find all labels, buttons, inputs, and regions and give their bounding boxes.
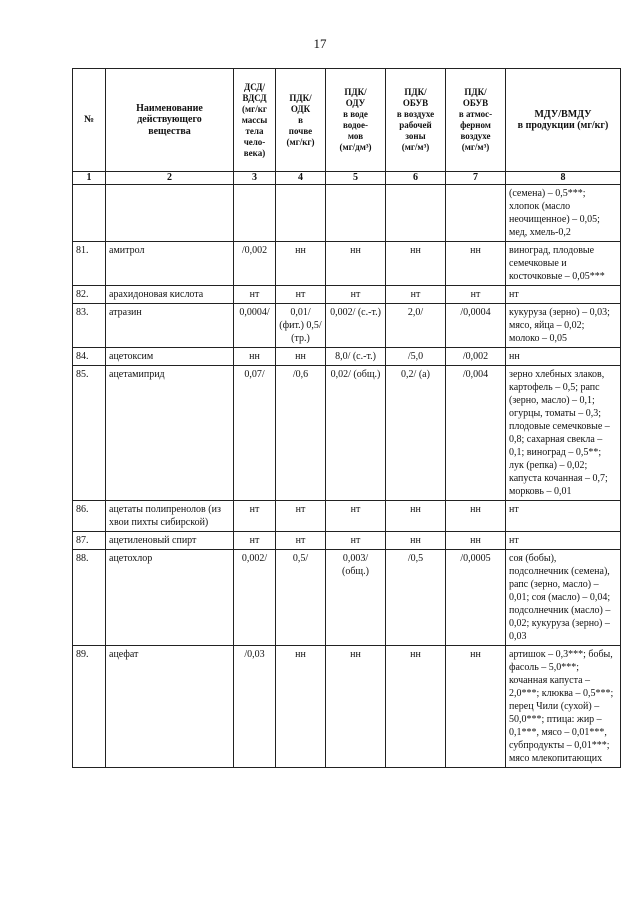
column-number: 7	[446, 172, 506, 185]
row-number-cell: 88.	[73, 550, 106, 646]
pdk-water-cell: нт	[326, 286, 386, 304]
substance-name-cell: ацетамиприд	[106, 366, 234, 501]
row-number-cell: 86.	[73, 501, 106, 532]
col-header-mdu: МДУ/ВМДУ в продукции (мг/кг)	[506, 69, 621, 172]
mdu-cell: (семена) – 0,5***; хлопок (масло неочищенное) – 0,05; мед, хмель-0,2	[506, 185, 621, 242]
substance-name-cell: атразин	[106, 304, 234, 348]
pdk-water-cell: нт	[326, 532, 386, 550]
dsd-cell: нт	[234, 286, 276, 304]
dsd-cell: 0,0004/	[234, 304, 276, 348]
substance-name-cell: ацетиленовый спирт	[106, 532, 234, 550]
pdk-work-air-cell: нн	[386, 532, 446, 550]
column-number-row	[73, 172, 621, 185]
pdk-work-air-cell: нн	[386, 646, 446, 768]
dsd-cell: 0,07/	[234, 366, 276, 501]
substance-name-cell: ацефат	[106, 646, 234, 768]
pdk-atm-air-cell: нн	[446, 646, 506, 768]
column-number: 2	[106, 172, 234, 185]
table-row	[73, 185, 621, 242]
dsd-cell: нт	[234, 532, 276, 550]
pdk-work-air-cell: нн	[386, 242, 446, 286]
row-number-cell: 82.	[73, 286, 106, 304]
col-header-dsd: ДСД/ ВДСД (мг/кг массы тела чело- века)	[234, 69, 276, 172]
substance-name-cell: ацетохлор	[106, 550, 234, 646]
page-number: 17	[313, 36, 327, 51]
pdk-atm-air-cell: нн	[446, 532, 506, 550]
col-header-substance: Наименование действующего вещества	[106, 69, 234, 172]
pdk-water-cell: нт	[326, 501, 386, 532]
row-number-cell: 83.	[73, 304, 106, 348]
dsd-cell: 0,002/	[234, 550, 276, 646]
pdk-water-cell: 0,002/ (с.-т.)	[326, 304, 386, 348]
mdu-cell: нт	[506, 532, 621, 550]
pdk-atm-air-cell: /0,0005	[446, 550, 506, 646]
table-row	[73, 286, 621, 304]
row-number-cell: 89.	[73, 646, 106, 768]
pdk-work-air-cell	[386, 185, 446, 242]
pdk-soil-cell: /0,6	[276, 366, 326, 501]
row-number-cell: 84.	[73, 348, 106, 366]
dsd-cell: /0,03	[234, 646, 276, 768]
pdk-soil-cell	[276, 185, 326, 242]
mdu-cell: соя (бобы), подсолнечник (семена), рапс (зерно, масло) – 0,01; соя (масло) – 0,04; подсолнечник (масло) – 0,02; кукуруза (зерно) – 0,03	[506, 550, 621, 646]
pdk-soil-cell: 0,01/ (фит.) 0,5/ (тр.)	[276, 304, 326, 348]
table-row	[73, 532, 621, 550]
col-header-pdk-work-air: ПДК/ ОБУВ в воздухе рабочей зоны (мг/м³)	[386, 69, 446, 172]
column-number: 8	[506, 172, 621, 185]
pdk-atm-air-cell: нт	[446, 286, 506, 304]
substance-name-cell: арахидоновая кислота	[106, 286, 234, 304]
pdk-work-air-cell: 0,2/ (а)	[386, 366, 446, 501]
mdu-cell: нн	[506, 348, 621, 366]
table-row	[73, 366, 621, 501]
column-number: 6	[386, 172, 446, 185]
header-row	[73, 69, 621, 172]
col-header-pdk-soil: ПДК/ ОДК в почве (мг/кг)	[276, 69, 326, 172]
table-row	[73, 304, 621, 348]
dsd-cell: нн	[234, 348, 276, 366]
pdk-atm-air-cell: /0,004	[446, 366, 506, 501]
pdk-work-air-cell: /5,0	[386, 348, 446, 366]
pdk-work-air-cell: нн	[386, 501, 446, 532]
pdk-work-air-cell: нт	[386, 286, 446, 304]
dsd-cell	[234, 185, 276, 242]
pdk-soil-cell: нт	[276, 532, 326, 550]
pdk-water-cell: 0,02/ (общ.)	[326, 366, 386, 501]
pdk-soil-cell: нт	[276, 286, 326, 304]
regulation-table	[72, 68, 621, 768]
dsd-cell: нт	[234, 501, 276, 532]
col-header-pdk-water: ПДК/ ОДУ в воде водое- мов (мг/дм³)	[326, 69, 386, 172]
table-row	[73, 348, 621, 366]
row-number-cell	[73, 185, 106, 242]
pdk-atm-air-cell: нн	[446, 501, 506, 532]
row-number-cell: 87.	[73, 532, 106, 550]
substance-name-cell: амитрол	[106, 242, 234, 286]
table-row	[73, 501, 621, 532]
pdk-water-cell: 8,0/ (с.-т.)	[326, 348, 386, 366]
table-row	[73, 646, 621, 768]
mdu-cell: нт	[506, 286, 621, 304]
row-number-cell: 85.	[73, 366, 106, 501]
pdk-water-cell: нн	[326, 646, 386, 768]
dsd-cell: /0,002	[234, 242, 276, 286]
pdk-water-cell: нн	[326, 242, 386, 286]
pdk-work-air-cell: 2,0/	[386, 304, 446, 348]
pdk-atm-air-cell: /0,002	[446, 348, 506, 366]
column-number: 1	[73, 172, 106, 185]
mdu-cell: зерно хлебных злаков, картофель – 0,5; рапс (зерно, масло) – 0,1; огурцы, томаты – 0,3; плодовые семечковые – 0,8; сахарная свекла – 0,1; виноград – 0,5**; лук (репка) – 0,02; капуста кочанная – 0,7; морковь – 0,01	[506, 366, 621, 501]
column-number: 3	[234, 172, 276, 185]
substance-name-cell: ацетоксим	[106, 348, 234, 366]
pdk-atm-air-cell: /0,0004	[446, 304, 506, 348]
pdk-work-air-cell: /0,5	[386, 550, 446, 646]
pdk-soil-cell: нн	[276, 242, 326, 286]
pdk-soil-cell: нт	[276, 501, 326, 532]
pdk-atm-air-cell: нн	[446, 242, 506, 286]
col-header-pdk-atm-air: ПДК/ ОБУВ в атмос- ферном воздухе (мг/м³)	[446, 69, 506, 172]
row-number-cell: 81.	[73, 242, 106, 286]
table-row	[73, 242, 621, 286]
pdk-water-cell	[326, 185, 386, 242]
pdk-soil-cell: нн	[276, 348, 326, 366]
pdk-atm-air-cell	[446, 185, 506, 242]
mdu-cell: кукуруза (зерно) – 0,03; мясо, яйца – 0,02; молоко – 0,05	[506, 304, 621, 348]
mdu-cell: артишок – 0,3***; бобы, фасоль – 5,0***; кочанная капуста – 2,0***; клюква – 0,5***; перец Чили (сухой) – 50,0***; птица: жир – 0,1***, мясо – 0,01***, субпродукты – 0,01***; мясо млекопитающих	[506, 646, 621, 768]
pdk-soil-cell: нн	[276, 646, 326, 768]
substance-name-cell: ацетаты полипренолов (из хвои пихты сибирской)	[106, 501, 234, 532]
table-row	[73, 550, 621, 646]
pdk-water-cell: 0,003/ (общ.)	[326, 550, 386, 646]
substance-name-cell	[106, 185, 234, 242]
mdu-cell: виноград, плодовые семечковые и косточковые – 0,05***	[506, 242, 621, 286]
column-number: 4	[276, 172, 326, 185]
mdu-cell: нт	[506, 501, 621, 532]
col-header-number: №	[73, 69, 106, 172]
pdk-soil-cell: 0,5/	[276, 550, 326, 646]
column-number: 5	[326, 172, 386, 185]
